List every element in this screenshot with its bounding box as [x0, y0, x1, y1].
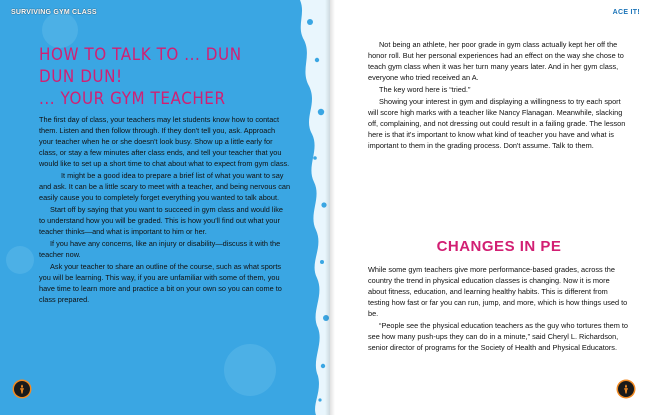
running-head-left: SURVIVING GYM CLASS — [11, 9, 97, 16]
page-number-badge-right — [618, 381, 634, 397]
paragraph: Start off by saying that you want to succeed in gym class and would like to understand how you will be graded. This is how you'll find out what your teacher thinks—and what is important to him or her. — [39, 205, 283, 236]
paragraph: It might be a good idea to prepare a brief list of what you want to say and ask. It can be a little scary to meet with a teacher, and being nervous can easily cause you to completely forget everything you wanted to talk about. — [39, 171, 291, 202]
paragraph: If you have any concerns, like an injury or disability—discuss it with the teacher now. — [39, 239, 281, 259]
torch-icon — [17, 384, 27, 394]
paragraph: The first day of class, your teachers may let students know how to contact them. Listen and then follow through. If they don't tell you, ask. Approach your teacher when he or she doesn't look busy. Show up a little early for class, or stay a few minutes after class ends, and tell your teacher that you would like to set up a short time to chat about what to expect from gym class. — [39, 115, 290, 168]
paragraph: The key word here is “tried.” — [379, 85, 471, 94]
subheading: CHANGES IN PE — [436, 238, 562, 255]
paragraph: Not being an athlete, her poor grade in gym class actually kept her off the honor roll. But her personal experiences had an effect on the way she chose to teach gym class when it was her turn many years later. And in her gym class, everyone who tried received an A. — [368, 40, 624, 82]
left-body-text — [39, 114, 291, 306]
section-title-line-2: ... YOUR GYM TEACHER — [39, 89, 226, 108]
right-body-text-top — [368, 39, 630, 152]
book-gutter — [325, 0, 335, 415]
paragraph: While some gym teachers give more performance-based grades, across the country the trend in physical education classes is changing. Now it is more about fitness, education, and learning healthy habits. This is different from testing how fast or far you can run, jump, and more, which is how things used to be. — [368, 265, 628, 318]
paragraph: “People see the physical education teachers as the guy who tortures them to see how many push-ups they can do in a minute,” said Cheryl L. Richardson, senior director of programs for the Society of Health and Physical Educators. — [368, 321, 629, 352]
section-title — [39, 44, 260, 110]
page-number-badge-left — [14, 381, 30, 397]
paragraph: Ask your teacher to share an outline of the course, such as what sports you will be learning. This way, if you are unfamiliar with some of them, you have time to learn more and practice a bit on your own so you can come to class prepared. — [39, 262, 282, 304]
right-body-text-bottom — [368, 264, 630, 354]
section-title-line-1: HOW TO TALK TO ... DUN DUN DUN! — [39, 45, 242, 86]
paragraph: Showing your interest in gym and displaying a willingness to try each sport will score high marks with a teacher like Nancy Flanagan. Meanwhile, slacking off, complaining, and not dressing out could result in a failing grade. The lesson here is that it's important to know what kind of teacher you have and what is important to them in the grading process. Don't assume. Talk to them. — [368, 97, 626, 150]
torch-icon — [621, 384, 631, 394]
running-head-right: ACE IT! — [612, 9, 640, 16]
